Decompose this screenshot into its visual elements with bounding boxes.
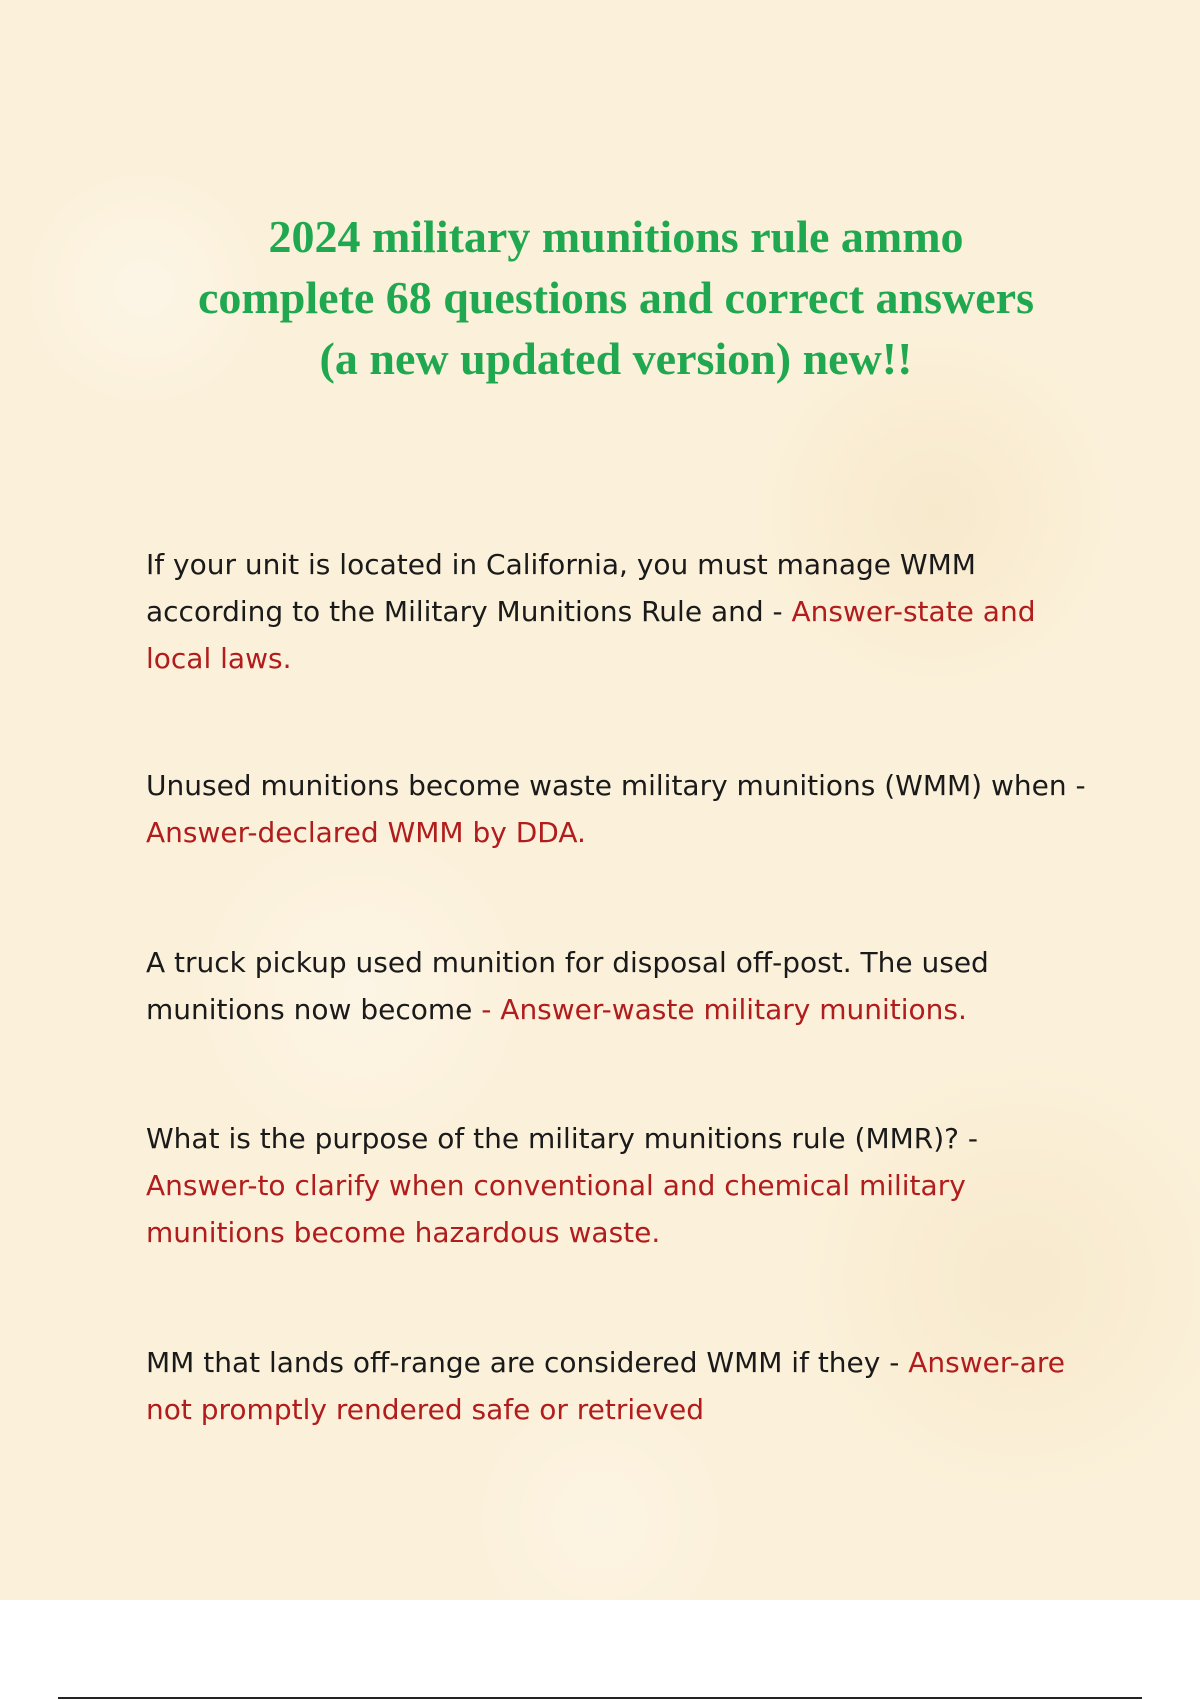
document-title (100, 206, 1132, 389)
question-text: What is the purpose of the military munitions rule (MMR)? - (146, 1122, 979, 1155)
answer-text: Answer-are not promptly rendered safe or retrieved (146, 1346, 1065, 1426)
question-text: MM that lands off-range are considered WMM if they - (146, 1346, 909, 1379)
answer-text: Answer-to clarify when conventional and chemical military munitions become hazardous waste. (146, 1169, 966, 1249)
qa-item-4 (146, 1115, 1096, 1256)
answer-text: Answer-declared WMM by DDA. (146, 816, 586, 849)
title-line-1: 2024 military munitions rule ammo (268, 211, 964, 262)
question-text: Unused munitions become waste military munitions (WMM) when - (146, 769, 1086, 802)
qa-item-2 (146, 762, 1096, 856)
title-line-2: complete 68 questions and correct answers (198, 272, 1034, 323)
qa-item-1 (146, 541, 1096, 682)
question-text: A truck pickup used munition for disposal off-post. The used munitions now become (146, 946, 989, 1026)
footer-divider (58, 1697, 1142, 1699)
answer-text: - Answer-waste military munitions. (481, 993, 967, 1026)
question-text: If your unit is located in California, you must manage WMM according to the Military Munitions Rule and - (146, 548, 976, 628)
qa-item-5 (146, 1339, 1096, 1433)
answer-text: Answer-state and local laws. (146, 595, 1036, 675)
qa-item-3 (146, 939, 1096, 1033)
title-line-3: (a new updated version) new!! (319, 333, 913, 384)
